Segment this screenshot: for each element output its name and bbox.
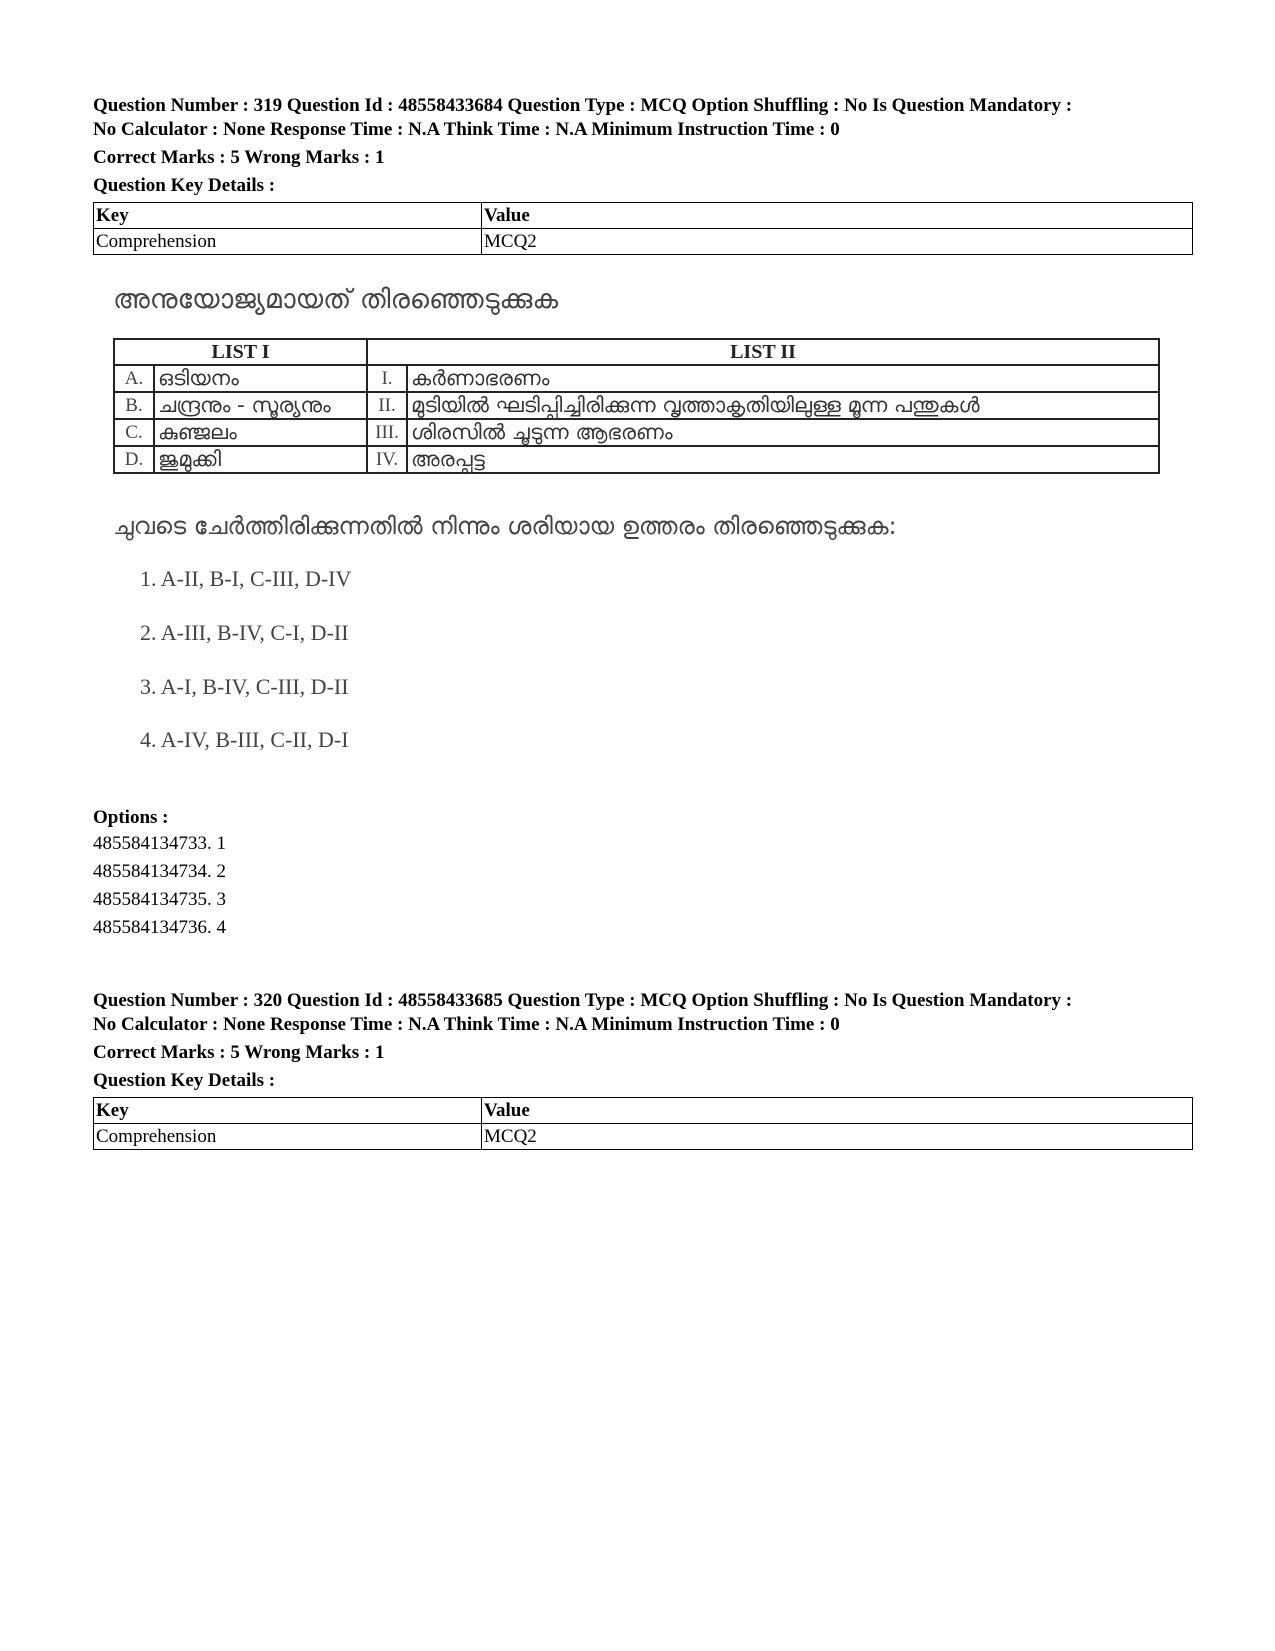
table-row — [94, 1124, 1193, 1150]
lists-header-row — [114, 339, 1159, 365]
list-2-item: കർണാഭരണം — [407, 365, 1159, 392]
question-instruction: അനുയോജ്യമായത് തിരഞ്ഞെടുക്കുക — [113, 284, 559, 315]
list-1-label: A. — [114, 365, 154, 392]
key-details-table — [93, 1097, 1193, 1150]
options-label: Options : — [93, 807, 169, 828]
question-prompt: ചുവടെ ചേർത്തിരിക്കുന്നതിൽ നിന്നും ശരിയായ ഉത്തരം തിരഞ്ഞെടുക്കുക: — [113, 512, 897, 540]
list-2-item: അരപ്പട്ട — [407, 446, 1159, 473]
list-2-label: I. — [367, 365, 407, 392]
key-details-label: Question Key Details : — [93, 175, 276, 196]
list-1-item: ഒടിയനം — [154, 365, 367, 392]
list-1-label: B. — [114, 392, 154, 419]
option-item: 485584134736. 4 — [93, 917, 226, 938]
key-header: Key — [94, 203, 482, 229]
value-cell: MCQ2 — [482, 1124, 1193, 1150]
option-item: 485584134735. 3 — [93, 889, 226, 910]
list-2-label: III. — [367, 419, 407, 446]
question-meta-line-2: No Calculator : None Response Time : N.A Think Time : N.A Minimum Instruction Time : 0 — [93, 1014, 840, 1035]
list-1-item: ചന്ദ്രനും - സൂര്യനും — [154, 392, 367, 419]
question-320-header — [93, 989, 1193, 1150]
list-1-label: D. — [114, 446, 154, 473]
list-1-item: ജുമുക്കി — [154, 446, 367, 473]
table-header-row — [94, 203, 1193, 229]
option-item: 485584134734. 2 — [93, 861, 226, 882]
key-details-label: Question Key Details : — [93, 1070, 276, 1091]
answer-choice-2: 2. A-III, B-IV, C-I, D-II — [140, 620, 349, 645]
list-2-label: II. — [367, 392, 407, 419]
list-1-item: കുഞ്ജലം — [154, 419, 367, 446]
table-header-row — [94, 1098, 1193, 1124]
question-meta-line-2: No Calculator : None Response Time : N.A Think Time : N.A Minimum Instruction Time : 0 — [93, 119, 840, 140]
table-row — [94, 229, 1193, 255]
answer-choice-3: 3. A-I, B-IV, C-III, D-II — [140, 674, 349, 699]
key-cell: Comprehension — [94, 1124, 482, 1150]
marks-line: Correct Marks : 5 Wrong Marks : 1 — [93, 147, 385, 168]
question-image — [93, 270, 1193, 790]
answer-choice-4: 4. A-IV, B-III, C-II, D-I — [140, 727, 349, 752]
list-1-header: LIST I — [114, 339, 367, 365]
table-row — [114, 365, 1159, 392]
value-header: Value — [482, 203, 1193, 229]
list-2-header: LIST II — [367, 339, 1159, 365]
key-details-table — [93, 202, 1193, 255]
marks-line: Correct Marks : 5 Wrong Marks : 1 — [93, 1042, 385, 1063]
list-2-item: മുടിയിൽ ഘടിപ്പിച്ചിരിക്കുന്ന വൃത്താകൃതിയിലുള്ള മൂന്ന പന്തുകൾ — [407, 392, 1159, 419]
match-lists-table — [113, 338, 1160, 474]
question-meta-line-1: Question Number : 319 Question Id : 48558433684 Question Type : MCQ Option Shuffling : No Is Question Mandatory : — [93, 95, 1073, 116]
question-meta-line-1: Question Number : 320 Question Id : 48558433685 Question Type : MCQ Option Shuffling : No Is Question Mandatory : — [93, 990, 1073, 1011]
list-1-label: C. — [114, 419, 154, 446]
table-row — [114, 392, 1159, 419]
list-2-item: ശിരസിൽ ചൂടുന്ന ആഭരണം — [407, 419, 1159, 446]
table-row — [114, 419, 1159, 446]
option-item: 485584134733. 1 — [93, 833, 226, 854]
table-row — [114, 446, 1159, 473]
list-2-label: IV. — [367, 446, 407, 473]
key-cell: Comprehension — [94, 229, 482, 255]
answer-choice-1: 1. A-II, B-I, C-III, D-IV — [140, 566, 352, 591]
options-section — [93, 806, 693, 942]
question-319-header — [93, 94, 1193, 255]
value-header: Value — [482, 1098, 1193, 1124]
value-cell: MCQ2 — [482, 229, 1193, 255]
key-header: Key — [94, 1098, 482, 1124]
